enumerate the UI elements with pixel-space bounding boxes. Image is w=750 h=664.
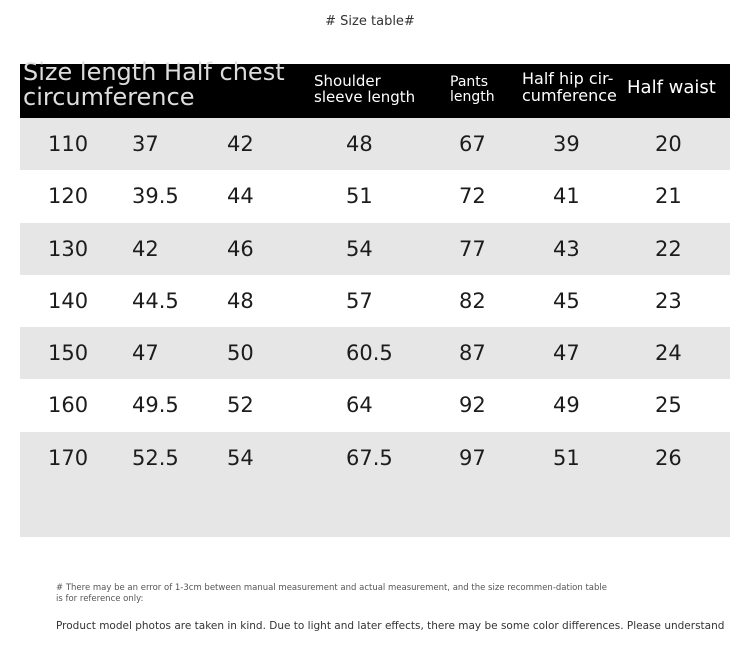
table-cell: 140 bbox=[48, 288, 89, 313]
table-cell: 87 bbox=[459, 341, 486, 366]
table-row bbox=[20, 170, 730, 222]
table-row bbox=[20, 379, 730, 431]
table-cell: 39 bbox=[553, 132, 580, 156]
table-cell: 130 bbox=[48, 236, 89, 261]
table-cell: 82 bbox=[459, 288, 486, 313]
table-cell: 48 bbox=[227, 288, 254, 313]
table-cell: 47 bbox=[132, 341, 159, 366]
table-cell: 54 bbox=[227, 445, 254, 470]
table-cell: 39.5 bbox=[132, 184, 179, 209]
table-row bbox=[20, 327, 730, 379]
table-cell: 67 bbox=[459, 132, 486, 156]
table-cell: 67.5 bbox=[346, 445, 393, 470]
table-cell: 21 bbox=[655, 184, 682, 209]
table-cell: 43 bbox=[553, 236, 580, 261]
table-cell: 47 bbox=[553, 341, 580, 366]
table-cell: 51 bbox=[346, 184, 373, 209]
table-cell: 51 bbox=[553, 445, 580, 470]
table-cell: 110 bbox=[48, 132, 89, 156]
header-half-waist: Half waist bbox=[627, 77, 716, 98]
table-cell: 50 bbox=[227, 341, 254, 366]
table-cell: 26 bbox=[655, 445, 682, 470]
table-cell: 42 bbox=[227, 132, 254, 156]
table-cell: 37 bbox=[132, 132, 159, 156]
table-cell: 48 bbox=[346, 132, 373, 156]
table-cell: 170 bbox=[48, 445, 89, 470]
table-cell: 49.5 bbox=[132, 393, 179, 418]
table-cell: 41 bbox=[553, 184, 580, 209]
table-cell: 24 bbox=[655, 341, 682, 366]
table-header bbox=[20, 58, 730, 118]
table-cell: 77 bbox=[459, 236, 486, 261]
table-cell: 64 bbox=[346, 393, 373, 418]
table-row bbox=[20, 118, 730, 170]
table-cell: 97 bbox=[459, 445, 486, 470]
table-cell: 45 bbox=[553, 288, 580, 313]
table-cell: 49 bbox=[553, 393, 580, 418]
table-cell: 52 bbox=[227, 393, 254, 418]
header-half-hip: Half hip cir- cumference bbox=[522, 69, 617, 105]
table-cell: 150 bbox=[48, 341, 89, 366]
table-cell: 92 bbox=[459, 393, 486, 418]
measurement-disclaimer: # There may be an error of 1-3cm between manual measurement and actual measurement, and the size recommen-dation table is for reference only: bbox=[56, 583, 607, 604]
table-cell: 60.5 bbox=[346, 341, 393, 366]
table-cell: 120 bbox=[48, 184, 89, 209]
table-cell: 23 bbox=[655, 288, 682, 313]
table-cell: 20 bbox=[655, 132, 682, 156]
table-cell: 25 bbox=[655, 393, 682, 418]
table-cell: 54 bbox=[346, 236, 373, 261]
header-size-chest: Size length Half chest circumference bbox=[23, 58, 285, 112]
table-row bbox=[20, 223, 730, 275]
table-cell: 44.5 bbox=[132, 288, 179, 313]
empty-row bbox=[20, 484, 730, 537]
table-cell: 46 bbox=[227, 236, 254, 261]
table-cell: 44 bbox=[227, 184, 254, 209]
table-row bbox=[20, 432, 730, 484]
table-cell: 52.5 bbox=[132, 445, 179, 470]
table-cell: 22 bbox=[655, 236, 682, 261]
table-cell: 160 bbox=[48, 393, 89, 418]
table-cell: 72 bbox=[459, 184, 486, 209]
table-cell: 57 bbox=[346, 288, 373, 313]
page-title: # Size table# bbox=[325, 14, 415, 29]
table-row bbox=[20, 275, 730, 327]
header-shoulder-sleeve: Shoulder sleeve length bbox=[314, 72, 416, 106]
size-table bbox=[20, 58, 730, 537]
header-pants-length: Pants length bbox=[450, 74, 495, 105]
table-cell: 42 bbox=[132, 236, 159, 261]
table-body bbox=[20, 118, 730, 484]
photo-color-note: Product model photos are taken in kind. Due to light and later effects, there may be some color differences. Please understand bbox=[56, 620, 725, 632]
